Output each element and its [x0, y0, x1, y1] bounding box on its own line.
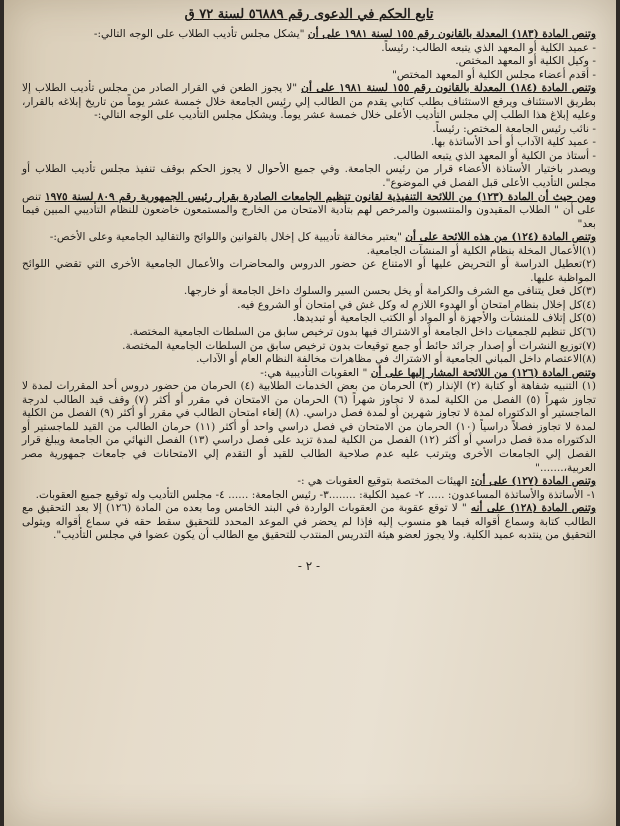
page-header: تابع الحكم في الدعوى رقم ٥٦٨٨٩ لسنة ٧٢ ق [184, 7, 434, 22]
paragraph [22, 258, 596, 285]
paragraph-text: "لا يجوز الطعن في القرار الصادر من مجلس تأديب الطلاب إلا بطريق الاستئناف ويرفع الاستئناف بطلب كتابي يقدم من الطالب إلي رئيس الجامعة خلال خمسة عشر يوماً من تاريخ إبلاغه بالقرار، وعليه إبلاغ هذا الطلب إلي مجلس التأديب الأعلى خلال خمسة عشر يوماً. ويشكل مجلس التأديب على الوجه التالي:- [22, 82, 596, 122]
article-lead: وتنص المادة (١٢٤) من هذه اللائحة على أن [405, 231, 596, 244]
paragraph-text: (٤)كل إخلال بنظام امتحان أو الهدوء اللازم له وكل غش في امتحان أو الشروع فيه. [237, 298, 596, 311]
paragraph-text: - أستاذ من الكلية أو المعهد الذي يتبعه الطالب. [393, 149, 596, 162]
paragraph [22, 69, 596, 83]
paragraph [22, 299, 596, 313]
paragraph-text: (١)الأعمال المخلة بنظام الكلية أو المنشآت الجامعية. [366, 244, 596, 257]
paragraph [22, 353, 596, 367]
paragraph-text: "يشكل مجلس تأديب الطلاب على الوجه التالي:- [93, 28, 308, 40]
article-lead: وتنص المادة (١٢٨) على أنه [470, 502, 596, 515]
paragraph-text: (٨)الاعتصام داخل المباني الجامعية أو الاشتراك في مظاهرات مخالفة النظام العام أو الآداب. [196, 353, 596, 366]
article-lead: وتنص المادة (١٢٧) على أن: [470, 475, 596, 488]
paragraph [22, 42, 596, 56]
article-lead: ومن حيث أن المادة (١٢٣) من اللائحة التنفيذية لقانون تنظيم الجامعات الصادرة بقرار رئيس الجمهورية رقم ٨٠٩ لسنة ١٩٧٥ [44, 190, 596, 203]
paragraph-text: (٢)تعطيل الدراسة أو التحريض عليها أو الامتناع عن حضور الدروس والمحاضرات والأعمال الجامعية الأخرى التي تقضي اللوائح المواظبة عليها. [22, 258, 596, 284]
paragraph [22, 285, 596, 299]
paragraph-text: - وكيل الكلية أو المعهد المختص. [455, 55, 596, 68]
paragraph [22, 340, 596, 354]
paragraph-text: - نائب رئيس الجامعة المختص: رئيساً. [432, 122, 596, 135]
paragraph [22, 191, 596, 232]
paragraph-text: (٧)توزيع النشرات أو إصدار جرائد حائط أو جمع توقيعات بدون ترخيص سابق من السلطات الجامعية المختصة. [122, 339, 596, 352]
article-lead: وتنص المادة (١٨٤) المعدلة بالقانون رقم ١٥٥ لسنة ١٩٨١ على أن [301, 82, 597, 95]
paragraph-text: "يعتبر مخالفة تأديبية كل إخلال بالقوانين واللوائح والتقاليد الجامعية وعلى الأخص:- [49, 231, 406, 244]
paragraph-text: (٣)كل فعل يتنافى مع الشرف والكرامة أو يخل بحسن السير والسلوك داخل الجامعة أو خارجها. [183, 285, 596, 298]
paragraph-text: (٦)كل تنظيم للجمعيات داخل الجامعة أو الاشتراك فيها بدون ترخيص سابق من السلطات الجامعية المختصة. [129, 326, 596, 339]
paragraph-text: ويصدر باختيار الأستاذة الأعضاء قرار من رئيس الجامعة. وفي جميع الأحوال لا يجوز الحكم بوقف تنفيذ مجلس تأديب الطلاب أو مجلس التأديب الأعلى قبل الفصل في الموضوع". [22, 163, 596, 190]
document-body [22, 28, 596, 543]
paragraph [22, 367, 596, 381]
paragraph [22, 502, 596, 543]
paragraph [22, 55, 596, 69]
paragraph [22, 163, 596, 190]
paragraph [22, 28, 596, 42]
article-lead: وتنص المادة (١٨٣) المعدلة بالقانون رقم ١٥٥ لسنة ١٩٨١ على أن [307, 28, 596, 40]
paragraph [22, 475, 596, 489]
paragraph [22, 326, 596, 340]
paragraph-text: (١) التنبيه شفاهة أو كتابة (٢) الإنذار (٣) الحرمان من بعض الخدمات الطلابية (٤) الحرمان من حضور دروس أحد المقررات لمدة لا تجاوز شهراً (٥) الفصل من الكلية لمدة لا تجاوز شهراً (٦) الحرمان من الامتحان في مقرر أو أكثر (٧) وقف قيد الطالب لدرجة الماجستير أو الدكتوراه لمدة لا تجاوز شهرين أو لمدة فصل دراسي. (٨) إلغاء امتحان الطالب في مقرر أو أكثر (٩) الفصل من الكلية لمدة لا تجاوز فصلاً دراسياً (١٠) الحرمان من الامتحان في فصل دراسي واحد أو أكثر (١١) حرمان الطالب من القيد للماجستير أو الدكتوراه مدة فصل دراسي أو أكثر (١٢) الفصل من الكلية لمدة تزيد على فصل دراسي (١٣) الفصل النهائي من الجامعة ويبلغ قرار الفصل إلي الجامعات الأخرى ويترتب عليه عدم صلاحية الطالب للقيد أو التقدم إلي الامتحانات في جامعات جمهورية مصر العربية،......." [22, 380, 597, 474]
document-page [4, 0, 616, 826]
paragraph-text: - عميد الكلية أو المعهد الذي يتبعه الطالب: رئيساً. [381, 41, 596, 54]
paragraph [22, 150, 596, 164]
article-lead: وتنص المادة (١٢٦) من اللائحة المشار إليها على أن [370, 366, 596, 379]
paragraph [22, 312, 596, 326]
paragraph-text: (٥)كل إتلاف للمنشآت والأجهزة أو المواد أو الكتب الجامعية أو تبديدها. [292, 312, 596, 325]
paragraph-text: الهيئات المختصة بتوقيع العقوبات هي :- [297, 475, 471, 488]
paragraph-text: ١- الأساتذة والأساتذة المساعدون: ..... ٢- عميد الكلية: ........٣- رئيس الجامعة: ...... ٤- مجلس التأديب وله توقيع جميع العقوبات. [35, 488, 596, 501]
paragraph-text: " لا توقع عقوبة من العقوبات الواردة في البند الخامس وما بعده من المادة (١٢٦) إلا بعد التحقيق مع الطالب كتابة وسماع أقواله فيما هو منسوب إليه فإذا لم يحضر في الموعد المحدد للتحقيق سقط حقه في سماع أقواله ويتولى التحقيق من ينتدبه عميد الكلية. ولا يجوز لعضو هيئة التدريس المنتدب للتحقيق مع الطالب أن يكون عضوا في مجلس التأديب". [22, 502, 596, 542]
paragraph [22, 231, 596, 245]
paragraph [22, 245, 596, 259]
paragraph [22, 380, 596, 475]
paragraph [22, 123, 596, 137]
paragraph-text: - عميد كلية الآداب أو أحد الأساتذة بها. [430, 136, 596, 149]
paragraph [22, 489, 596, 503]
paragraph-text: - أقدم أعضاء مجلس الكلية أو المعهد المختص" [392, 68, 596, 81]
paragraph [22, 82, 596, 123]
paragraph-text: " العقوبات التأديبية هي:- [260, 366, 371, 379]
paragraph [22, 136, 596, 150]
paragraph-text: تنص على أن " الطلاب المقيدون والمنتسبون والمرخص لهم بتأدية الامتحان من الخارج والمستمعون خاضعون للنظام التأديبي المبين فيما بعد" [22, 190, 596, 230]
page-number: - ٢ - [297, 558, 321, 573]
